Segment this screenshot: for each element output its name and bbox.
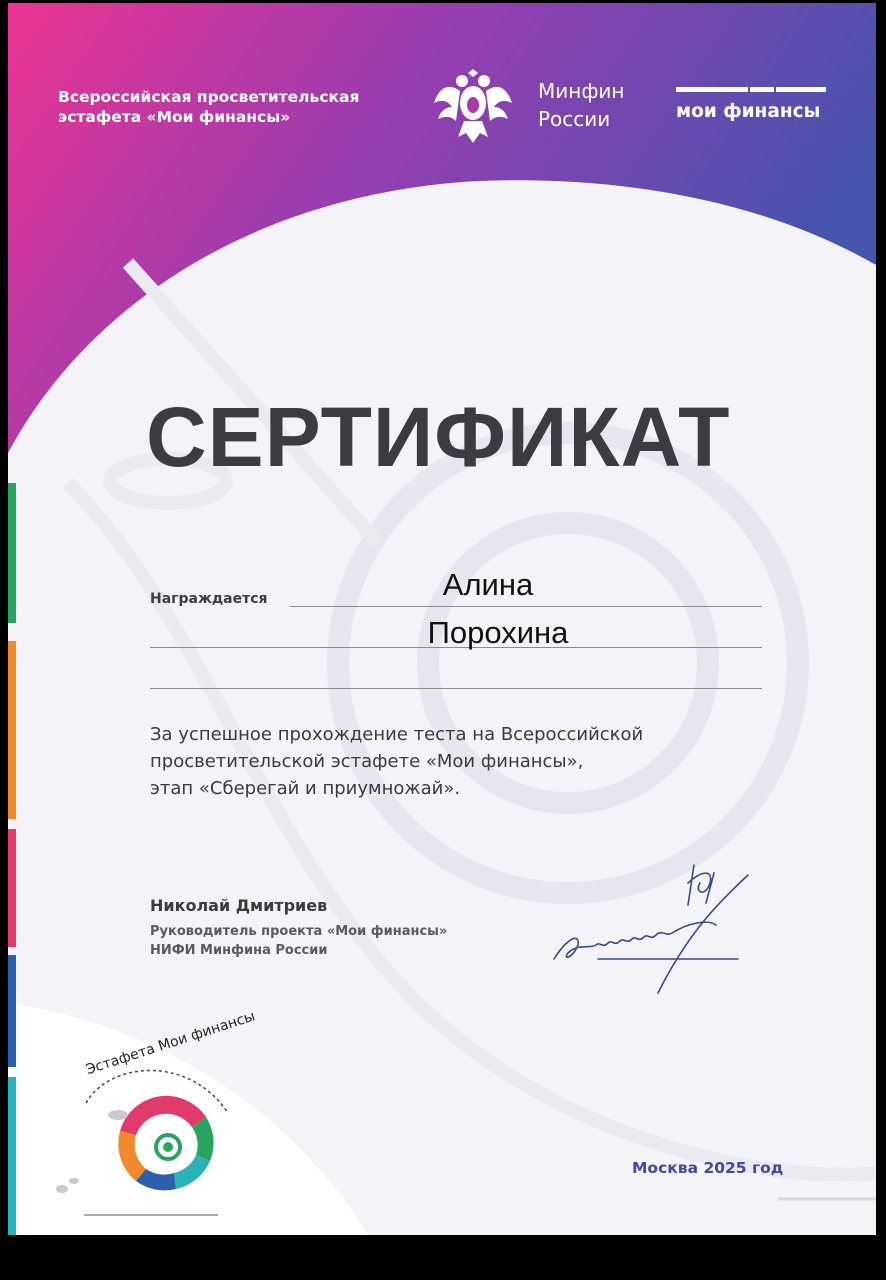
brand-logo [676,87,828,122]
ministry-name: Минфин России [538,79,625,131]
signer-role: Руководитель проекта «Мои финансы» НИФИ Минфина России [150,924,448,958]
color-strip-orange [8,641,16,819]
double-headed-eagle-icon [432,61,514,147]
color-strip-pink [8,829,16,947]
color-strip-blue [8,955,16,1067]
relay-logo-graphic [38,1043,258,1223]
handwritten-signature [538,853,778,1003]
brand-logo-text: мои финансы [676,101,821,122]
name-line-3 [150,688,762,689]
brand-logo-bars [676,87,828,93]
name-line-1 [290,606,762,607]
certificate-title: СЕРТИФИКАТ [146,390,731,484]
color-strip-green [8,483,16,623]
certificate-description: За успешное прохождение теста на Всероссийской просветительской эстафете «Мои финансы», этап «Сберегай и приумножай». [150,724,644,799]
color-strip-teal [8,1077,16,1235]
recipient-last-name: Порохина [427,615,569,650]
signer-name: Николай Дмитриев [150,896,328,915]
org-title: Всероссийская просветительская эстафета «Мои финансы» [58,88,360,126]
relay-logo-text: Эстафета Мои финансы [84,1008,258,1079]
certificate-page [8,3,876,1235]
relay-logo [38,1008,258,1223]
city-year: Москва 2025 год [632,1159,784,1177]
recipient-first-name: Алина [442,567,534,602]
award-label: Награждается [150,591,268,607]
